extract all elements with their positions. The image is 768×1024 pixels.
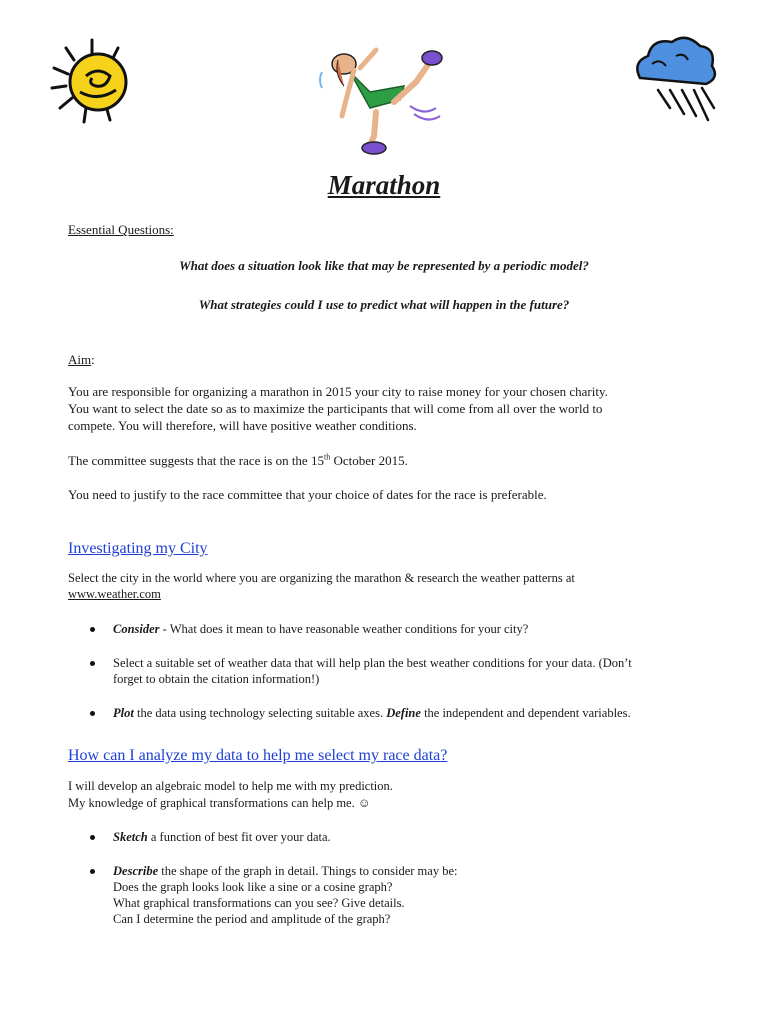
committee-sup: th [323, 452, 331, 462]
bullet-consider-rest: - What does it mean to have reasonable weather conditions for your city? [159, 622, 529, 636]
bullet-plot [90, 705, 710, 721]
heading-analyze-data: How can I analyze my data to help me select my race data? [68, 747, 448, 764]
runner-illustration [314, 42, 454, 158]
page-title: Marathon [327, 170, 441, 200]
bullet-describe-text [113, 863, 713, 927]
essential-questions-label: Essential Questions: [68, 222, 174, 237]
bullet-plot-bold: Plot [113, 706, 134, 720]
essential-question-2: What strategies could I use to predict what will happen in the future? [198, 297, 570, 312]
aim-label-text: Aim [68, 352, 92, 367]
bullet-dot [90, 627, 95, 632]
bullet-consider-bold: Consider [113, 622, 160, 636]
bullet-plot-text [113, 705, 713, 721]
bullet-consider-text [113, 621, 713, 637]
bullet-select-data-text [113, 655, 713, 687]
section2-line-1: I will develop an algebraic model to help me with my prediction. [68, 779, 393, 793]
committee-text-pre: The committee suggests that the race is on the 15 [68, 453, 324, 468]
section2-line-2: My knowledge of graphical transformations can help me. ☺ [68, 796, 371, 810]
rain-cloud-icon [630, 34, 718, 126]
bullet-describe-sub-1: Does the graph looks look like a sine or a cosine graph? [113, 880, 393, 894]
aim-paragraph-line-1: You are responsible for organizing a marathon in 2015 your city to raise money for your chosen charity. [68, 384, 608, 399]
bullet-sketch [90, 829, 710, 845]
bullet-describe-sub-2: What graphical transformations can you see? Give details. [113, 896, 405, 910]
bullet-select-line-1: Select a suitable set of weather data that will help plan the best weather conditions for your data. (Don’t [113, 656, 632, 670]
bullet-consider [90, 621, 710, 637]
bullet-select-data [90, 655, 710, 687]
bullet-dot [90, 711, 95, 716]
weather-link[interactable]: www.weather.com [68, 587, 161, 601]
bullet-select-line-2: forget to obtain the citation information!) [113, 672, 320, 686]
heading-investigating-city: Investigating my City [68, 540, 208, 557]
bullet-dot [90, 661, 95, 666]
bullet-describe-sub-3: Can I determine the period and amplitude of the graph? [113, 912, 391, 926]
bullet-describe-rest: the shape of the graph in detail. Things to consider may be: [158, 864, 458, 878]
bullet-plot-mid: the data using technology selecting suitable axes. [133, 706, 387, 720]
bullet-sketch-bold: Sketch [113, 830, 148, 844]
bullet-dot [90, 869, 95, 874]
bullet-dot [90, 835, 95, 840]
section1-intro: Select the city in the world where you are organizing the marathon & research the weather patterns at [68, 571, 575, 585]
aim-label-colon: : [91, 352, 95, 367]
bullet-sketch-text [113, 829, 713, 845]
bullet-describe [90, 863, 710, 927]
essential-question-1: What does a situation look like that may be represented by a periodic model? [179, 258, 589, 273]
committee-text-post: October 2015. [330, 453, 408, 468]
bullet-sketch-rest: a function of best fit over your data. [147, 830, 331, 844]
aim-label [68, 352, 95, 368]
sun-icon [46, 36, 138, 126]
bullet-define-bold: Define [386, 706, 421, 720]
committee-paragraph [68, 452, 708, 469]
aim-paragraph-line-3: compete. You will therefore, will have positive weather conditions. [68, 418, 417, 433]
bullet-plot-rest: the independent and dependent variables. [420, 706, 631, 720]
bullet-describe-bold: Describe [113, 864, 159, 878]
aim-paragraph-line-2: You want to select the date so as to maximize the participants that will come from all over the world to [68, 401, 603, 416]
justify-paragraph: You need to justify to the race committee that your choice of dates for the race is preferable. [68, 487, 547, 502]
